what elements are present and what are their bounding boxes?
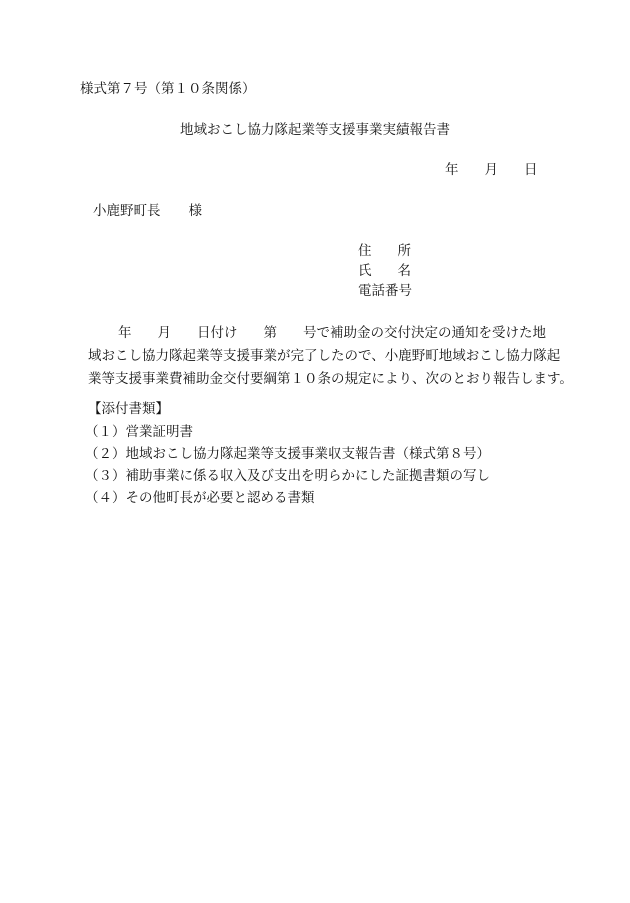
attachment-item: （１）営業証明書 [85, 424, 193, 440]
body-line-3: 業等支援事業費補助金交付要綱第１０条の規定により、次のとおり報告します。 [88, 371, 573, 387]
body-paragraph [88, 322, 573, 391]
attachments-heading: 【添付書類】 [88, 401, 169, 417]
body-line-1: 年 月 日付け 第 号で補助金の交付決定の通知を受けた地 [118, 325, 546, 341]
recipient-name: 小鹿野町長 [93, 203, 161, 219]
attachment-item: （４）その他町長が必要と認める書類 [85, 490, 315, 506]
address-label: 住 所 [358, 243, 411, 259]
form-number: 様式第７号（第１０条関係） [80, 81, 256, 97]
date-day-label: 日 [524, 162, 538, 178]
body-line-2: 域おこし協力隊起業等支援事業が完了したので、小鹿野町地域おこし協力隊起 [88, 348, 561, 364]
name-label: 氏 名 [358, 263, 411, 279]
phone-label: 電話番号 [358, 283, 412, 299]
date-line [445, 164, 538, 178]
attachment-item: （２）地域おこし協力隊起業等支援事業収支報告書（様式第８号） [85, 446, 490, 462]
date-month-label: 月 [484, 162, 498, 178]
recipient-line [93, 205, 202, 219]
date-year-label: 年 [445, 162, 459, 178]
recipient-honorific: 様 [188, 203, 202, 219]
attachment-item: （３）補助事業に係る収入及び支出を明らかにした証拠書類の写し [85, 468, 490, 484]
document-title: 地域おこし協力隊起業等支援事業実績報告書 [180, 122, 450, 138]
